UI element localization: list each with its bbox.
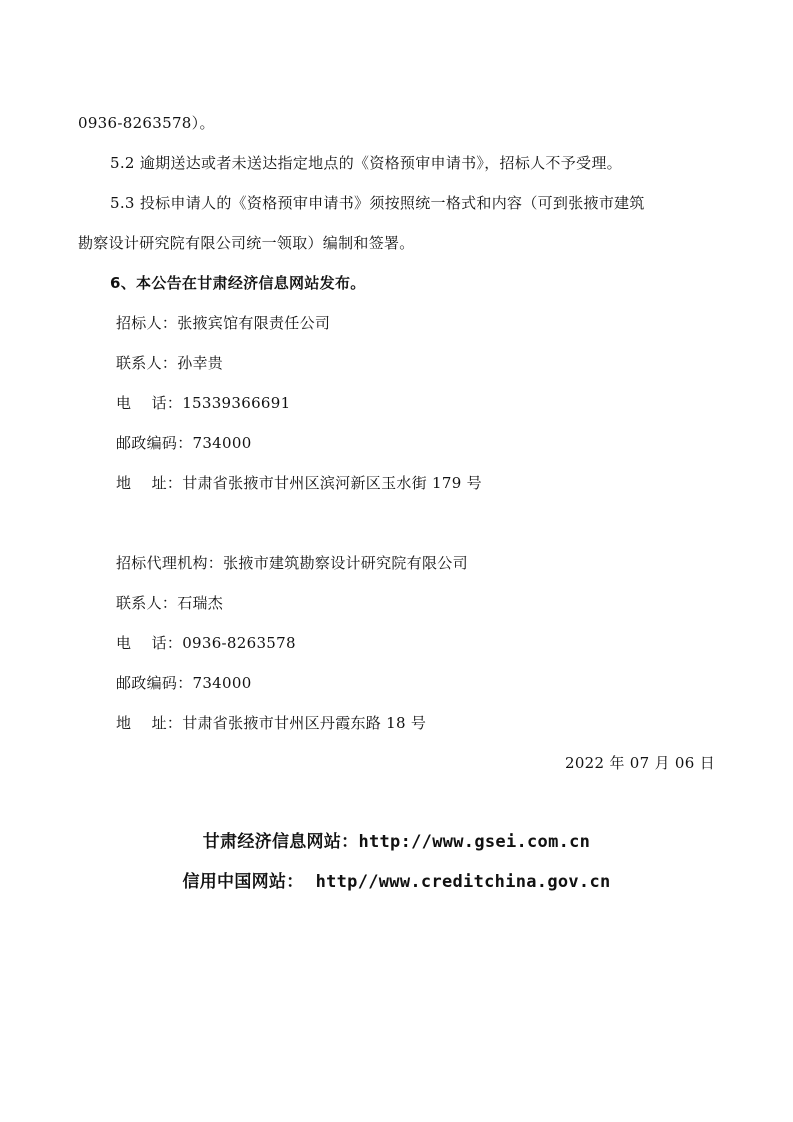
tenderer-address — [116, 473, 482, 493]
agency-phone-label: 电 话： — [116, 634, 183, 652]
agency-address-label: 地 址： — [116, 714, 183, 732]
tenderer-phone-label: 电 话： — [116, 394, 183, 412]
para-5-2: 5.2 逾期送达或者未送达指定地点的《资格预审申请书》，招标人不予受理。 — [110, 154, 622, 172]
tenderer-phone — [116, 393, 290, 413]
tenderer-address-value: 甘肃省张掖市甘州区滨河新区玉水街 179 号 — [182, 474, 482, 492]
footer-gsei-url[interactable]: http://www.gsei.com.cn — [358, 832, 591, 852]
tenderer-name: 招标人：张掖宾馆有限责任公司 — [116, 314, 331, 332]
agency-address-value: 甘肃省张掖市甘州区丹霞东路 18 号 — [182, 714, 427, 732]
footer-credit-label: 信用中国网站： — [182, 872, 304, 892]
footer-gsei — [0, 832, 793, 852]
footer-gsei-label: 甘肃经济信息网站： — [202, 832, 359, 852]
tenderer-address-label: 地 址： — [116, 474, 183, 492]
document-date: 2022 年 07 月 06 日 — [565, 754, 715, 772]
agency-phone-value: 0936-8263578 — [182, 634, 296, 652]
agency-contact: 联系人：石瑞杰 — [116, 594, 224, 612]
agency-phone — [116, 633, 296, 653]
agency-postcode: 邮政编码：734000 — [116, 674, 252, 692]
para-5-3-line2: 勘察设计研究院有限公司统一领取）编制和签署。 — [78, 234, 415, 252]
section-6-heading: 6、本公告在甘肃经济信息网站发布。 — [110, 274, 366, 292]
para-5-1-tail: 0936-8263578）。 — [78, 114, 215, 132]
tenderer-contact: 联系人：孙幸贵 — [116, 354, 224, 372]
agency-address — [116, 713, 426, 733]
agency-name: 招标代理机构：张掖市建筑勘察设计研究院有限公司 — [116, 554, 468, 572]
footer-credit — [0, 872, 793, 892]
para-5-3-line1: 5.3 投标申请人的《资格预审申请书》须按照统一格式和内容（可到张掖市建筑 — [110, 194, 645, 212]
footer-credit-url[interactable]: http//www.creditchina.gov.cn — [315, 872, 611, 892]
tenderer-postcode: 邮政编码：734000 — [116, 434, 252, 452]
tenderer-phone-value: 15339366691 — [182, 394, 291, 412]
